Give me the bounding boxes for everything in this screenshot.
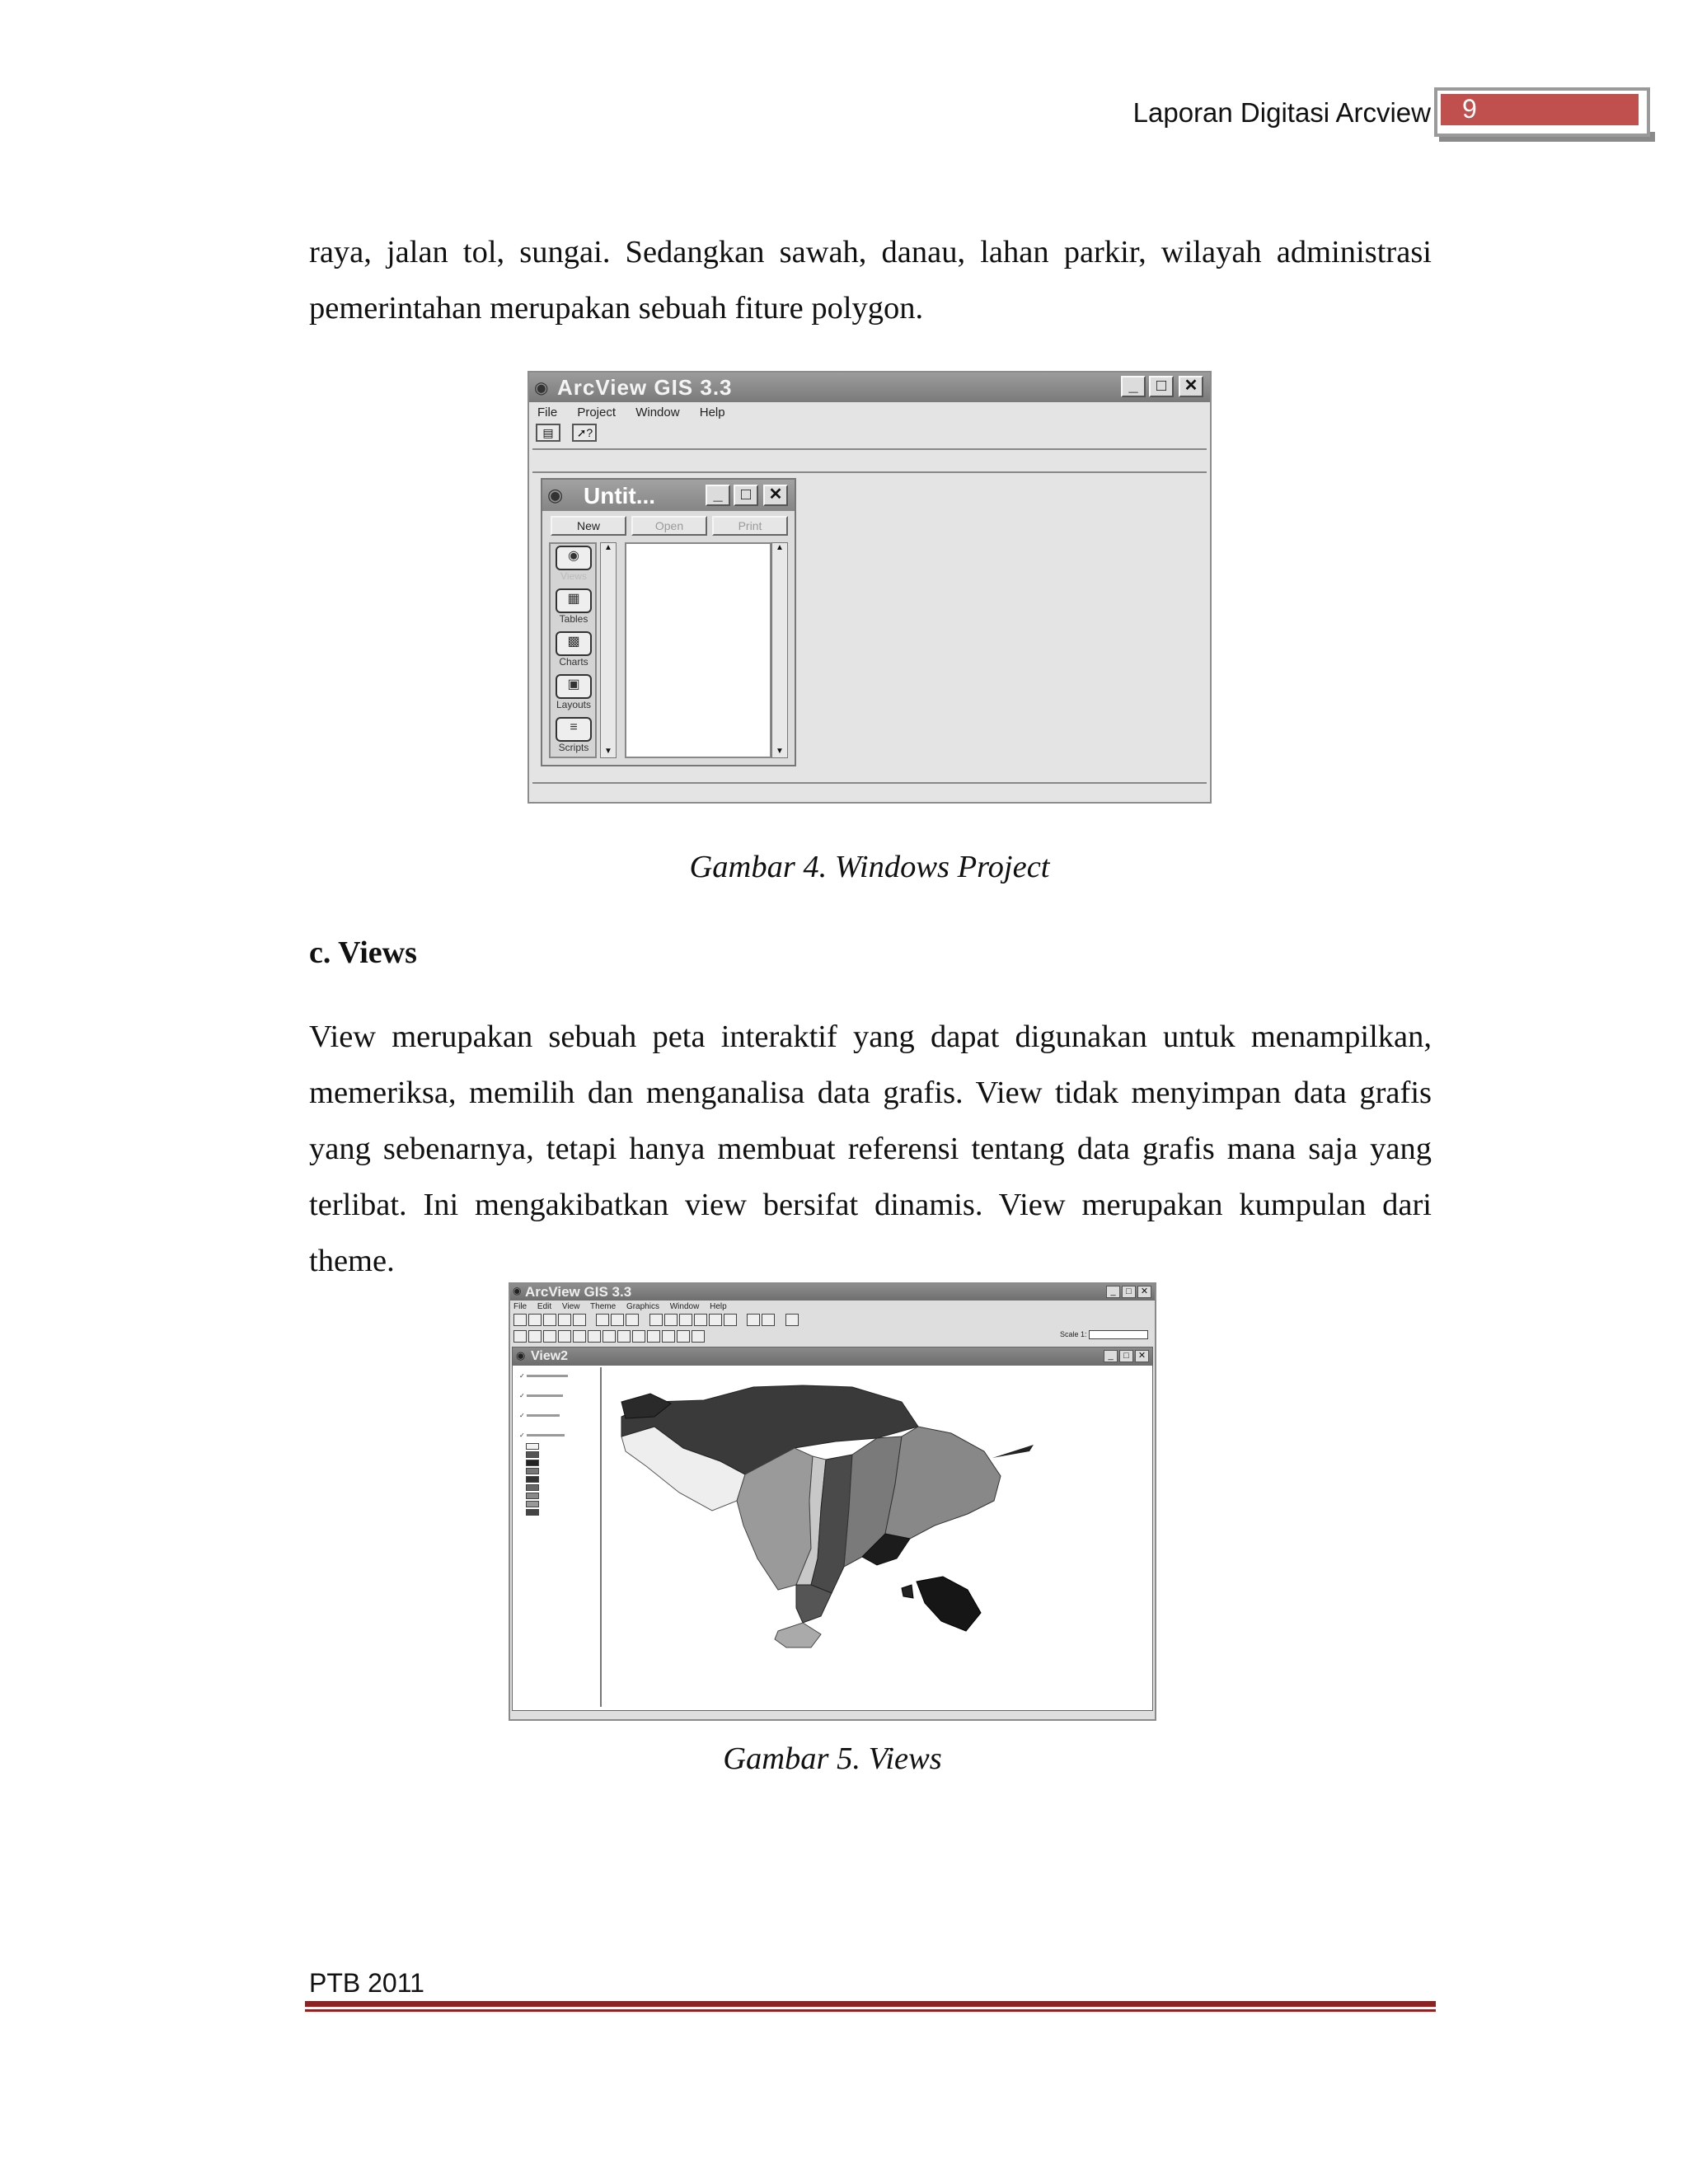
- charts-icon: ▩: [556, 631, 592, 656]
- menu-bar: [513, 1302, 735, 1311]
- project-title-bar: [542, 480, 795, 511]
- legend-swatch-3: [526, 1460, 539, 1466]
- menu-project[interactable]: Project: [577, 405, 617, 419]
- project-minimize-button[interactable]: _: [706, 485, 730, 506]
- help-icon[interactable]: [785, 1314, 799, 1326]
- legend-swatch-2: [526, 1451, 539, 1458]
- toc-theme-2[interactable]: ✓: [519, 1392, 563, 1399]
- menu-file[interactable]: File: [537, 405, 558, 419]
- legend-swatch-8: [526, 1501, 539, 1507]
- paragraph-2-line-1: View merupakan sebuah peta interaktif yang dapat digunakan untuk menampilkan,: [309, 1019, 1432, 1054]
- document-list[interactable]: [625, 542, 771, 758]
- doc-charts-label: Charts: [559, 656, 588, 668]
- doc-charts[interactable]: [556, 631, 592, 668]
- menu-window[interactable]: Window: [635, 405, 680, 419]
- project-icon: ◉: [547, 485, 564, 505]
- window-title: ArcView GIS 3.3: [525, 1284, 632, 1300]
- clear-selection-icon[interactable]: [762, 1314, 775, 1326]
- map-region-10: [796, 1585, 832, 1623]
- document-type-list: [549, 542, 597, 758]
- map-display[interactable]: [605, 1369, 1149, 1705]
- window-title: ArcView GIS 3.3: [557, 375, 733, 400]
- doc-views-label: Views: [560, 570, 587, 582]
- toc-theme-1[interactable]: ✓: [519, 1372, 568, 1380]
- label-tool-icon[interactable]: [662, 1330, 675, 1343]
- doc-scripts[interactable]: [556, 717, 592, 753]
- map-region-11: [775, 1623, 821, 1647]
- open-button[interactable]: Open: [631, 516, 707, 536]
- doc-views[interactable]: [556, 546, 592, 582]
- legend-swatch-7: [526, 1493, 539, 1499]
- add-theme-icon[interactable]: [528, 1314, 542, 1326]
- view-minimize-button[interactable]: _: [1104, 1350, 1118, 1362]
- menu-theme[interactable]: Theme: [590, 1302, 617, 1311]
- zoom-out-icon[interactable]: [709, 1314, 722, 1326]
- scale-label: Scale 1:: [1059, 1330, 1087, 1338]
- pointer-tool-icon[interactable]: [528, 1330, 542, 1343]
- view-close-button[interactable]: ✕: [1135, 1350, 1149, 1362]
- identify-tool-icon[interactable]: [513, 1330, 527, 1343]
- paragraph-2-line-5: theme.: [309, 1244, 395, 1278]
- paragraph-2-line-4: terlibat. Ini mengakibatkan view bersifat dinamis. View merupakan kumpulan dari: [309, 1188, 1432, 1222]
- view-title: View2: [531, 1349, 569, 1363]
- doc-tables[interactable]: [556, 588, 592, 625]
- map-islet: [902, 1585, 913, 1598]
- help-pointer-icon[interactable]: ➚?: [572, 424, 597, 442]
- select-feature-tool-icon[interactable]: [558, 1330, 571, 1343]
- menu-window[interactable]: Window: [669, 1302, 700, 1311]
- footer-rule-thin: [305, 2009, 1436, 2012]
- close-button[interactable]: ✕: [1137, 1286, 1151, 1298]
- footer-text: PTB 2011: [309, 1968, 424, 1998]
- page-number-box: [1434, 87, 1650, 137]
- scale-input[interactable]: [1089, 1330, 1148, 1339]
- minimize-button[interactable]: _: [1106, 1286, 1120, 1298]
- view-window: [512, 1347, 1153, 1711]
- tables-icon: ▦: [556, 588, 592, 613]
- view-icon: ◉: [516, 1349, 526, 1361]
- arcview-views-window: [509, 1282, 1156, 1721]
- view-maximize-button[interactable]: □: [1119, 1350, 1133, 1362]
- project-close-button[interactable]: ✕: [763, 485, 788, 506]
- legend-swatch-1: [526, 1443, 539, 1450]
- tool-bar: [513, 1330, 1151, 1343]
- menu-file[interactable]: File: [513, 1302, 528, 1311]
- title-bar: [510, 1284, 1155, 1301]
- print-button[interactable]: Print: [712, 516, 788, 536]
- toolbar-divider: [532, 448, 1207, 450]
- status-bar: [532, 782, 1207, 797]
- project-maximize-button[interactable]: □: [734, 485, 758, 506]
- zoom-full-icon[interactable]: [649, 1314, 663, 1326]
- bali-map: [605, 1369, 1151, 1695]
- view-title-bar: [513, 1347, 1152, 1366]
- maximize-button[interactable]: □: [1122, 1286, 1136, 1298]
- paragraph-1-line-1: raya, jalan tol, sungai. Sedangkan sawah, danau, lahan parkir, wilayah administrasi: [309, 235, 1432, 269]
- map-pointer: [992, 1445, 1034, 1458]
- paragraph-2-line-2: memeriksa, memilih dan menganalisa data grafis. View tidak menyimpan data grafis: [309, 1076, 1432, 1110]
- scale-readout: [1060, 1330, 1148, 1339]
- menu-bar: [537, 405, 742, 419]
- zoom-in-icon[interactable]: [694, 1314, 707, 1326]
- running-header: Laporan Digitasi Arcview: [1132, 97, 1431, 128]
- menu-graphics[interactable]: Graphics: [626, 1302, 659, 1311]
- arcview-project-window: [528, 371, 1212, 804]
- legend-swatch-6: [526, 1484, 539, 1491]
- project-window: [541, 478, 796, 766]
- legend-swatch-5: [526, 1476, 539, 1483]
- select-by-theme-icon[interactable]: [747, 1314, 760, 1326]
- zoom-previous-icon[interactable]: [724, 1314, 737, 1326]
- toc-theme-4-name: [527, 1434, 565, 1436]
- measure-tool-icon[interactable]: [617, 1330, 631, 1343]
- zoom-selected-icon[interactable]: [679, 1314, 692, 1326]
- hotlink-tool-icon[interactable]: [632, 1330, 645, 1343]
- new-button[interactable]: New: [551, 516, 626, 536]
- scripts-icon: ≡: [556, 717, 592, 742]
- zoom-active-icon[interactable]: [664, 1314, 678, 1326]
- toc-theme-3[interactable]: ✓: [519, 1412, 560, 1419]
- find-icon[interactable]: [596, 1314, 609, 1326]
- theme-properties-icon[interactable]: [543, 1314, 556, 1326]
- doc-layouts-label: Layouts: [556, 699, 592, 710]
- layouts-icon: ▣: [556, 674, 592, 699]
- doc-scripts-label: Scripts: [558, 742, 589, 753]
- draw-tool-icon[interactable]: [692, 1330, 705, 1343]
- save-icon[interactable]: [513, 1314, 527, 1326]
- figure-4-caption: Gambar 4. Windows Project: [689, 850, 1050, 884]
- workspace-divider: [532, 471, 1207, 473]
- edit-legend-icon[interactable]: [558, 1314, 571, 1326]
- pan-tool-icon[interactable]: [603, 1330, 616, 1343]
- table-of-contents[interactable]: [514, 1367, 602, 1707]
- title-bar: [529, 373, 1210, 402]
- paragraph-2: [309, 1009, 1432, 1289]
- toc-theme-3-name: [527, 1414, 560, 1417]
- legend-swatch-4: [526, 1468, 539, 1474]
- footer-rule-thick: [305, 2001, 1436, 2007]
- menu-help[interactable]: Help: [699, 405, 725, 419]
- save-icon[interactable]: ▤: [536, 424, 560, 442]
- open-table-icon[interactable]: [573, 1314, 586, 1326]
- map-region-8: [885, 1427, 1001, 1539]
- figure-5-caption: Gambar 5. Views: [723, 1741, 942, 1776]
- toc-legend: [526, 1443, 539, 1516]
- map-island: [917, 1577, 981, 1631]
- doc-type-scrollbar[interactable]: ▲ ▼: [600, 542, 617, 758]
- section-heading: c. Views: [309, 935, 417, 970]
- close-button[interactable]: ✕: [1179, 376, 1203, 397]
- legend-swatch-9: [526, 1509, 539, 1516]
- paragraph-2-line-3: yang sebenarnya, tetapi hanya membuat referensi tentang data grafis mana saja yang: [309, 1132, 1432, 1166]
- toolbar: [536, 424, 605, 442]
- menu-edit[interactable]: Edit: [537, 1302, 552, 1311]
- document-list-scrollbar[interactable]: ▲ ▼: [771, 542, 788, 758]
- query-icon[interactable]: [626, 1314, 639, 1326]
- doc-tables-label: Tables: [559, 613, 588, 625]
- arcview-app-icon: ◉: [513, 1285, 522, 1296]
- maximize-button[interactable]: □: [1149, 376, 1174, 397]
- toc-theme-4[interactable]: ✓: [519, 1432, 565, 1439]
- paragraph-1-line-2: pemerintahan merupakan sebuah fiture polygon.: [309, 291, 924, 326]
- menu-help[interactable]: Help: [710, 1302, 727, 1311]
- menu-view[interactable]: View: [561, 1302, 580, 1311]
- text-tool-icon[interactable]: [677, 1330, 690, 1343]
- minimize-button[interactable]: _: [1121, 376, 1146, 397]
- zoom-in-tool-icon[interactable]: [573, 1330, 586, 1343]
- locate-icon[interactable]: [611, 1314, 624, 1326]
- page-number: 9: [1462, 94, 1477, 124]
- button-bar: [513, 1314, 1151, 1329]
- views-icon: ◉: [556, 546, 592, 570]
- project-title: Untit...: [584, 483, 656, 509]
- area-of-interest-tool-icon[interactable]: [647, 1330, 660, 1343]
- project-buttons: [551, 516, 786, 537]
- toc-theme-2-name: [527, 1394, 563, 1397]
- zoom-out-tool-icon[interactable]: [588, 1330, 601, 1343]
- paragraph-1: [309, 224, 1432, 336]
- toc-theme-1-name: [527, 1375, 568, 1377]
- doc-layouts[interactable]: [556, 674, 592, 710]
- vertex-edit-tool-icon[interactable]: [543, 1330, 556, 1343]
- arcview-app-icon: ◉: [534, 379, 549, 397]
